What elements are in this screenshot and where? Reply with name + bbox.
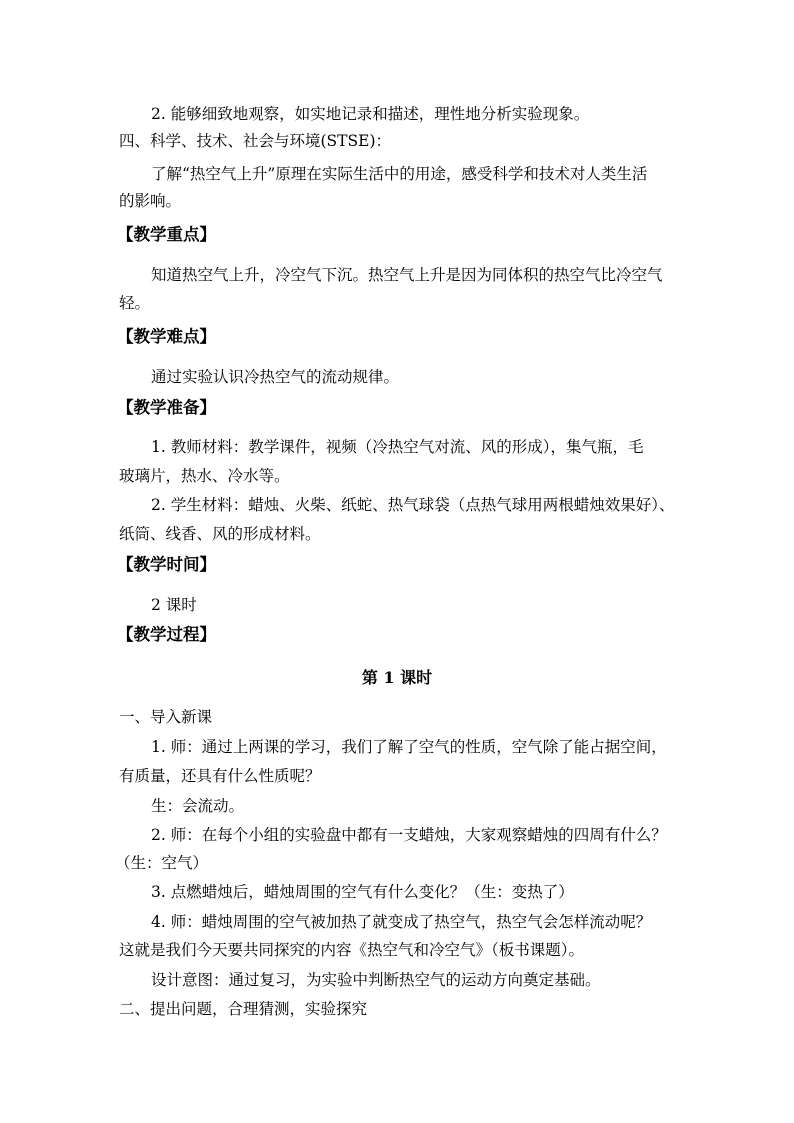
heading-difficulties: 【教学难点】 [117, 327, 216, 346]
heading-preparation: 【教学准备】 [117, 398, 216, 417]
text-line-design-intent: 设计意图：通过复习，为实验中判断热空气的运动方向奠定基础。 [151, 971, 601, 989]
text-line-intro-2a: 2. 师：在每个小组的实验盘中都有一支蜡烛，大家观察蜡烛的四周有什么？ [151, 826, 667, 844]
text-line-student-materials-2: 纸筒、线香、风的形成材料。 [119, 525, 321, 543]
section-heading-introduction: 一、导入新课 [119, 708, 213, 726]
text-line-stse-2: 的影响。 [119, 192, 182, 210]
heading-key-points: 【教学重点】 [117, 225, 216, 244]
text-line-intro-3: 3. 点燃蜡烛后，蜡烛周围的空气有什么变化？（生：变热了） [151, 883, 574, 901]
text-line-objective-2: 2. 能够细致地观察，如实地记录和描述，理性地分析实验现象。 [151, 105, 590, 123]
text-line-stse-1: 了解“热空气上升”原理在实际生活中的用途，感受科学和技术对人类生活 [151, 165, 648, 183]
heading-teaching-process: 【教学过程】 [117, 625, 216, 644]
text-line-teacher-materials-2: 玻璃片，热水、冷水等。 [119, 467, 290, 485]
text-line-intro-4b: 这就是我们今天要共同探究的内容《热空气和冷空气》（板书课题）。 [119, 941, 585, 959]
text-line-intro-1b: 有质量，还具有什么性质呢？ [119, 767, 321, 785]
text-line-key-points-2: 轻。 [119, 294, 151, 312]
text-line-teacher-materials-1: 1. 教师材料：教学课件，视频（冷热空气对流、风的形成），集气瓶，毛 [151, 438, 644, 456]
text-line-student-answer-1: 生：会流动。 [151, 797, 245, 815]
heading-teaching-time: 【教学时间】 [117, 555, 216, 574]
lesson-title: 第 1 课时 [361, 668, 433, 687]
text-line-intro-1a: 1. 师：通过上两课的学习，我们了解了空气的性质，空气除了能占据空间， [151, 738, 667, 756]
text-line-student-materials-1: 2. 学生材料：蜡烛、火柴、纸蛇、热气球袋（点热气球用两根蜡烛效果好）、 [151, 496, 675, 514]
text-line-teaching-time: 2 课时 [151, 596, 197, 614]
text-line-difficulties: 通过实验认识冷热空气的流动规律。 [151, 368, 400, 386]
text-line-intro-2b: （生：空气） [115, 854, 209, 872]
text-line-key-points-1: 知道热空气上升，冷空气下沉。热空气上升是因为同体积的热空气比冷空气 [151, 266, 663, 284]
text-line-intro-4a: 4. 师：蜡烛周围的空气被加热了就变成了热空气，热空气会怎样流动呢？ [151, 913, 652, 931]
section-heading-stse: 四、科学、技术、社会与环境(STSE)： [119, 132, 391, 150]
section-heading-inquiry: 二、提出问题，合理猜测，实验探究 [119, 1000, 368, 1018]
